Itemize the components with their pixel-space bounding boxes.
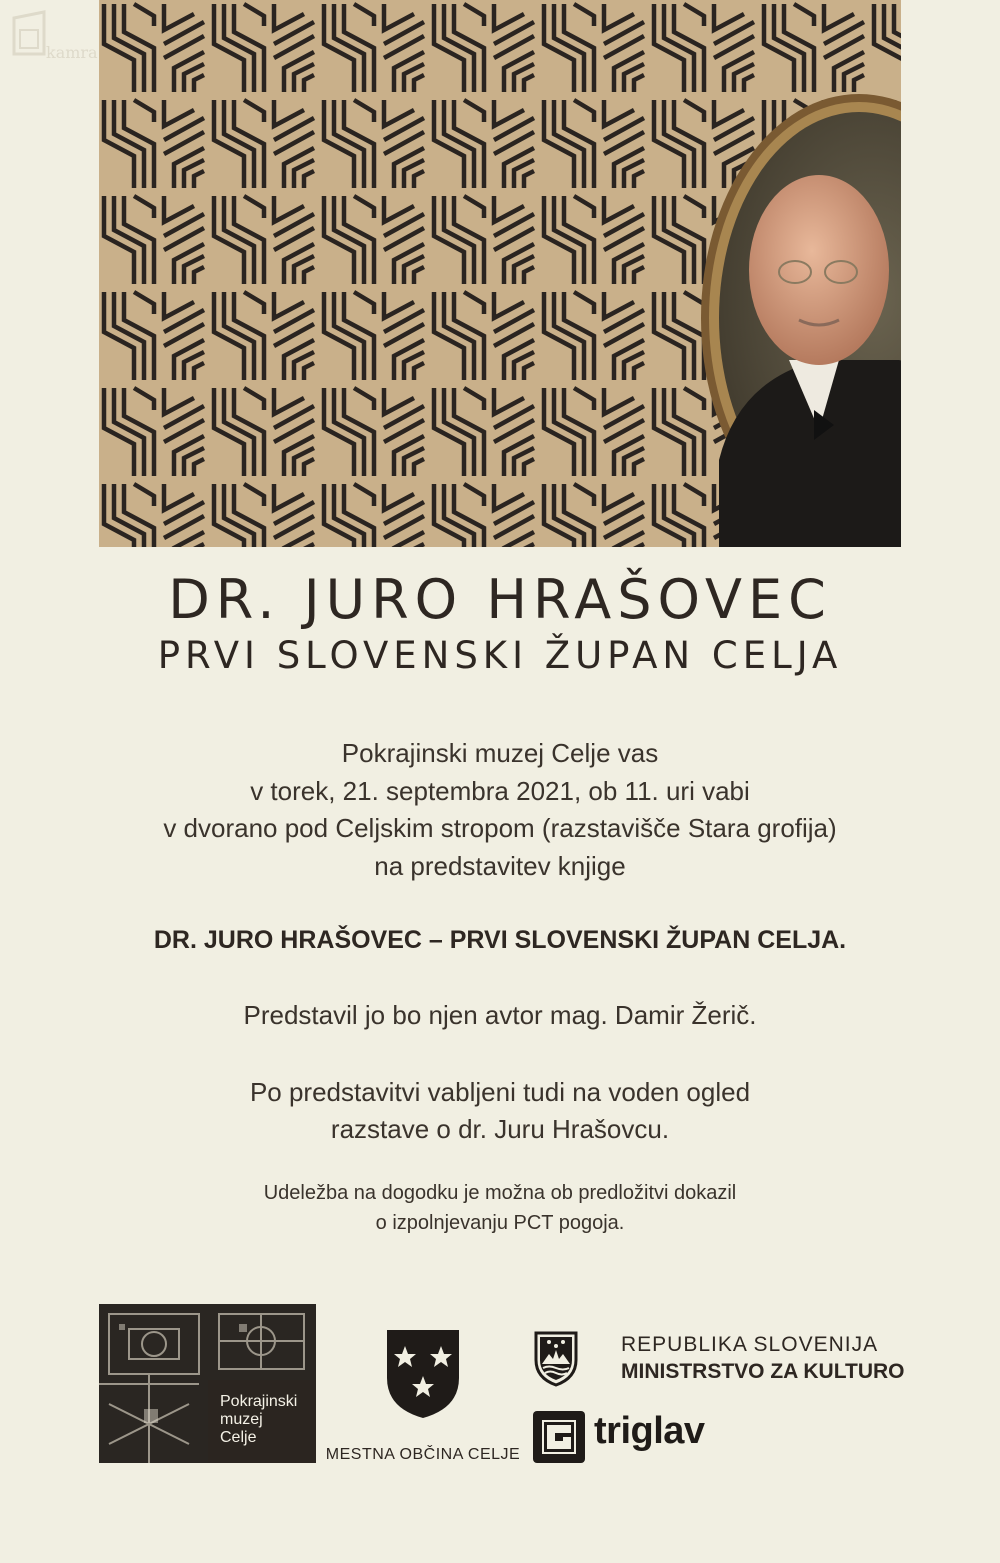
ministry-label: MINISTRSTVO ZA KULTURO: [621, 1360, 905, 1383]
guided-tour-text: [60, 1074, 940, 1148]
museum-logo-line: Celje: [220, 1429, 257, 1446]
presenter-text: Predstavil jo bo njen avtor mag. Damir Žerič.: [243, 1000, 757, 1030]
museum-logo: [99, 1304, 316, 1463]
subtitle: PRVI SLOVENSKI ŽUPAN CELJA: [157, 634, 843, 677]
invitation-line: na predstavitev knjige: [374, 850, 626, 881]
pct-line: Udeležba na dogodku je možna ob predložitvi dokazil: [263, 1182, 737, 1204]
tour-line: razstave o dr. Juru Hrašovcu.: [330, 1114, 670, 1144]
triglav-logo-icon: [533, 1411, 585, 1463]
invitation-line: v torek, 21. septembra 2021, ob 11. uri vabi: [250, 775, 750, 806]
museum-logo-label: [208, 1380, 316, 1463]
municipality-label: MESTNA OBČINA CELJE: [325, 1446, 521, 1463]
pct-line: o izpolnjevanju PCT pogoja.: [375, 1212, 625, 1234]
kamra-watermark: [10, 10, 110, 60]
hero-banner: [99, 0, 901, 547]
invitation-text: [60, 735, 940, 885]
triglav-wordmark: triglav: [594, 1410, 705, 1452]
geometric-pattern: [99, 0, 901, 547]
three-stars-shield-icon: [385, 1328, 461, 1420]
kamra-logo-icon: [10, 10, 50, 58]
pct-notice: [60, 1178, 940, 1238]
slovenian-coat-of-arms-icon: [533, 1330, 579, 1388]
republic-label: REPUBLIKA SLOVENIJA: [621, 1333, 879, 1356]
invitation-line: v dvorano pod Celjskim stropom (razstavišče Stara grofija): [163, 813, 837, 843]
invitation-line: Pokrajinski muzej Celje vas: [341, 738, 659, 768]
kamra-watermark-text: kamra: [46, 43, 98, 62]
museum-logo-line: muzej: [220, 1411, 263, 1428]
main-title: DR. JURO HRAŠOVEC: [168, 568, 832, 631]
tour-line: Po predstavitvi vabljeni tudi na voden ogled: [249, 1077, 751, 1107]
museum-logo-line: Pokrajinski: [220, 1393, 298, 1410]
book-title: DR. JURO HRAŠOVEC – PRVI SLOVENSKI ŽUPAN CELJA.: [153, 926, 847, 954]
